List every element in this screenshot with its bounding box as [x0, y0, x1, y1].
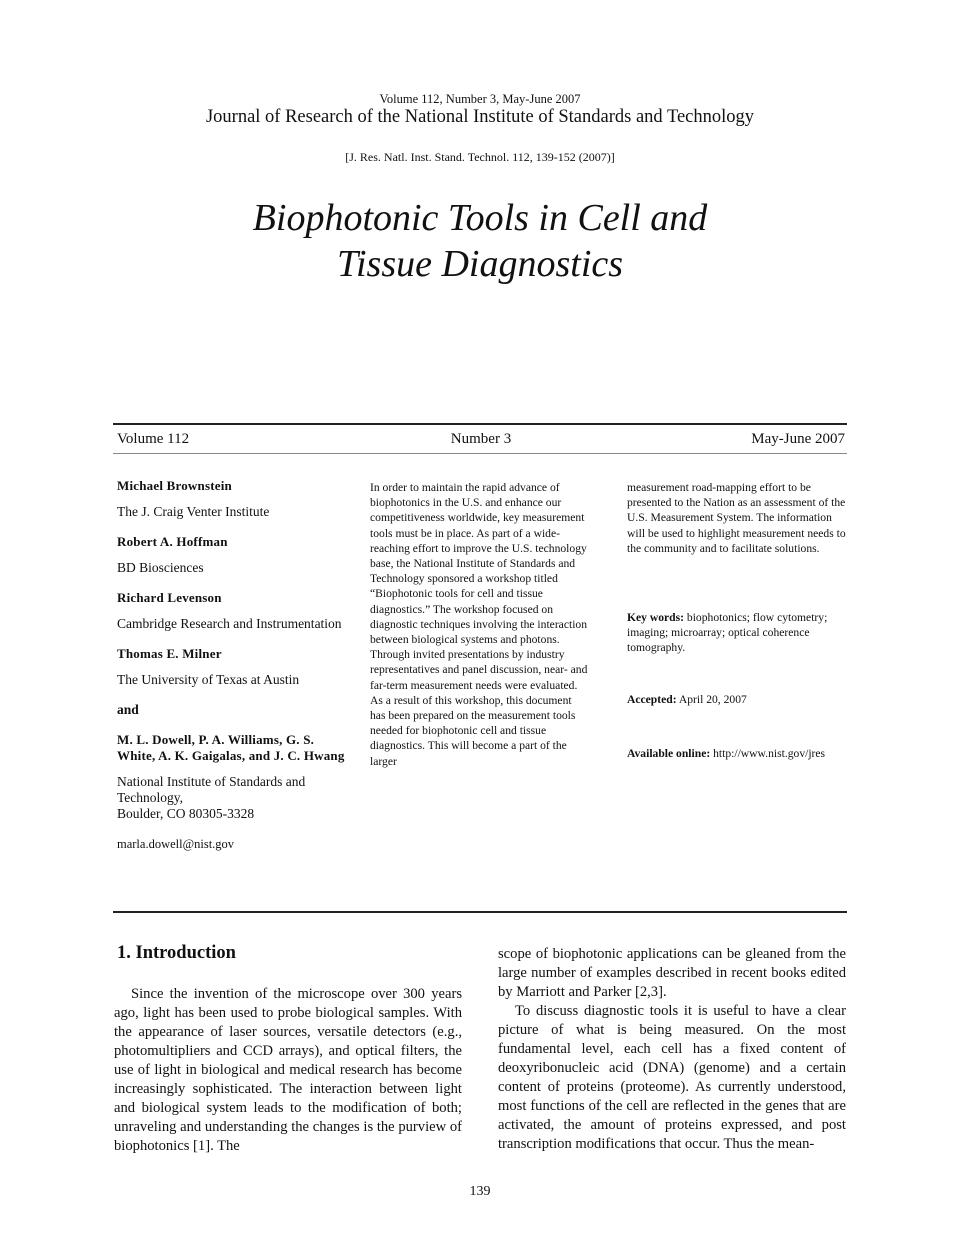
- authors-and: and: [117, 702, 139, 717]
- body-column-right: [498, 945, 846, 1154]
- available-url[interactable]: http://www.nist.gov/jres: [713, 747, 826, 760]
- author-group-affiliation-2: Boulder, CO 80305-3328: [117, 806, 255, 821]
- available-label: Available online:: [627, 747, 711, 760]
- top-divider: [113, 423, 847, 425]
- section-heading: 1. Introduction: [117, 943, 236, 963]
- author-name: Michael Brownstein: [117, 478, 232, 493]
- citation: [J. Res. Natl. Inst. Stand. Technol. 112, 139-152 (2007)]: [345, 150, 615, 164]
- accepted-label: Accepted:: [627, 693, 677, 706]
- section-divider: [113, 911, 847, 913]
- issue-date: May-June 2007: [751, 431, 845, 447]
- journal-name: Journal of Research of the National Institute of Standards and Technology: [205, 107, 755, 127]
- author-list: [117, 478, 355, 852]
- author-name: Thomas E. Milner: [117, 646, 222, 661]
- contact-email: marla.dowell@nist.gov: [117, 837, 235, 851]
- paragraph: To discuss diagnostic tools it is useful to have a clear picture of what is being measured. On the most fundamental level, each cell has a fixed content of deoxyribonucleic acid (DNA) (genome) and a certain content of proteins (proteome). As currently understood, most functions of the cell are reflected in the genes that are activated, the amount of proteins expressed, and post transcription modifications that occur. Thus the mean-: [498, 1003, 846, 1152]
- paper-title-line-2: Tissue Diagnostics: [336, 243, 624, 285]
- author-affiliation: Cambridge Research and Instrumentation: [117, 616, 342, 631]
- abstract-text: In order to maintain the rapid advance of biophotonics in the U.S. and enhance our competitiveness worldwide, key measurement tools must be in place. As part of a wide-reaching effort to improve the U.S. technology base, the National Institute of Standards and Technology sponsored a workshop titled “Biophotonic tools for cell and tissue diagnostics.” The workshop focused on diagnostic techniques involving the interaction between biological systems and photons. Through invited presentations by industry representatives and panel discussion, near- and far-term measurement needs were evaluated. As a result of this workshop, this document has been prepared on the measurement tools needed for biophotonic cell and tissue diagnostics. This will become a part of the larger: [370, 481, 588, 768]
- author-affiliation: The J. Craig Venter Institute: [117, 504, 270, 519]
- author-group-affiliation-1: National Institute of Standards and Technology,: [117, 774, 306, 805]
- author-affiliation: BD Biosciences: [117, 560, 204, 575]
- author-name: Robert A. Hoffman: [117, 534, 228, 549]
- paragraph: Since the invention of the microscope over 300 years ago, light has been used to probe biological samples. With the appearance of laser sources, versatile detectors (e.g., photomultipliers and CCD arrays), and optical filters, the use of light in biological and medical research has become increasingly sophisticated. The interaction between light and biological system leads to the modification of both; unraveling and understanding the changes is the purview of biophotonics [1]. The: [114, 986, 462, 1154]
- issue-volume: Volume 112: [117, 431, 190, 447]
- available-online: [627, 747, 857, 760]
- keywords: [627, 610, 849, 656]
- body-column-left: [114, 985, 462, 1156]
- page-number: 139: [469, 1184, 491, 1199]
- author-name: Richard Levenson: [117, 590, 222, 605]
- keywords-text: biophotonics; flow cytometry; imaging; microarray; optical coherence tomography.: [627, 611, 828, 655]
- issue-number: Number 3: [450, 431, 512, 447]
- accepted-value: April 20, 2007: [678, 693, 747, 706]
- author-affiliation: The University of Texas at Austin: [117, 672, 300, 687]
- journal-volume-line: Volume 112, Number 3, May-June 2007: [379, 92, 581, 106]
- keywords-label: Key words:: [627, 611, 684, 624]
- issue-divider: [113, 453, 847, 454]
- accepted-date: [627, 693, 849, 706]
- issue-bar: [117, 431, 845, 451]
- paragraph: scope of biophotonic applications can be gleaned from the large number of examples described in recent books edited by Marriott and Parker [2,3].: [498, 946, 846, 1000]
- paper-title: [0, 195, 960, 287]
- author-group-names: M. L. Dowell, P. A. Williams, G. S. White, A. K. Gaigalas, and J. C. Hwang: [117, 732, 345, 763]
- paper-title-line-1: Biophotonic Tools in Cell and: [252, 197, 708, 239]
- abstract-continued: measurement road-mapping effort to be presented to the Nation as an assessment of the U.S. Measurement System. The information will be used to highlight measurement needs to the community and to facilitate solutions.: [627, 481, 846, 555]
